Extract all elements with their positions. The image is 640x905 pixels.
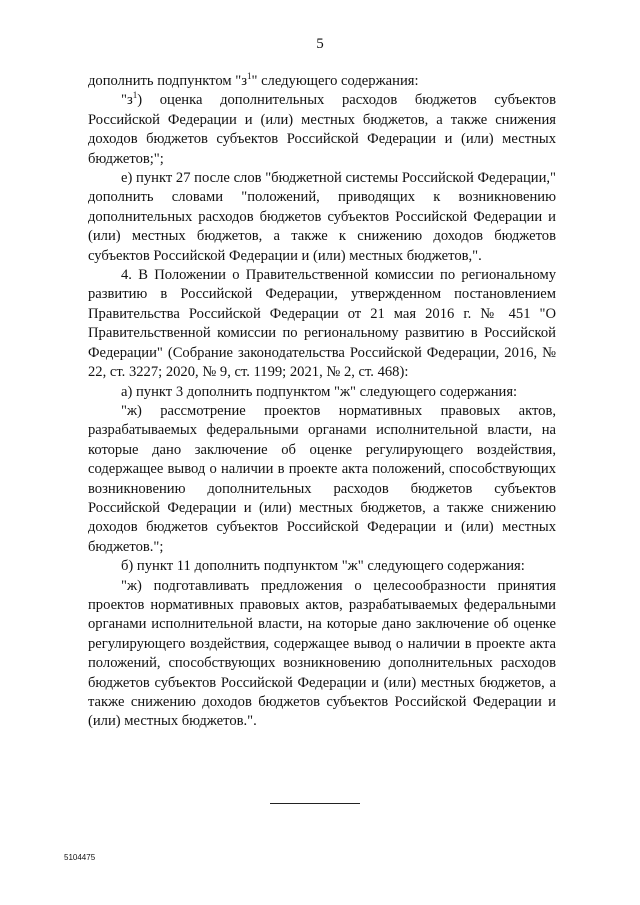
document-body <box>88 72 556 732</box>
paragraph-text: " следующего содержания: <box>251 73 419 89</box>
paragraph-text: ) оценка дополнительных расходов бюджетов субъектов Российской Федерации и (или) местных бюджетов, а также снижения доходов бюджетов субъектов Российской Федерации и (или) местных бюджетов;"; <box>88 92 556 167</box>
superscript: 1 <box>246 71 252 82</box>
document-code: 5104475 <box>64 853 96 862</box>
paragraph-item-a: а) пункт 3 дополнить подпунктом "ж" следующего содержания: <box>121 383 518 400</box>
paragraph-subitem-zh-prepare: "ж) подготавливать предложения о целесообразности принятия проектов нормативных правовых актов, разрабатываемых федеральными органами исполнительной власти, на которые дано заключение об оценке регулирующего воздействия, содержащее вывод о наличии в проекте акта положений, способствующих возникновению дополнительных расходов бюджетов субъектов Российской Федерации и (или) местных бюджетов, а также снижению доходов бюджетов субъектов Российской Федерации и (или) местных бюджетов.". <box>88 577 556 730</box>
paragraph-item-b: б) пункт 11 дополнить подпунктом "ж" следующего содержания: <box>121 558 525 575</box>
paragraph-text: дополнить подпунктом "з <box>88 73 247 89</box>
paragraph-add-subitem-z1 <box>88 72 556 91</box>
end-separator-line <box>270 803 360 804</box>
paragraph-subitem-z1-text <box>88 91 556 169</box>
paragraph-item-e: е) пункт 27 после слов "бюджетной системы Российской Федерации," дополнить словами "положений, приводящих к возникновению дополнительных расходов бюджетов субъектов Российской Федерации и (или) местных бюджетов, а также к снижению доходов бюджетов субъектов Российской Федерации и (или) местных бюджетов,". <box>88 170 556 264</box>
paragraph-item-4: 4. В Положении о Правительственной комиссии по региональному развитию в Российской Федерации, утвержденном постановлением Правительства Российской Федерации от 21 мая 2016 г. № 451 "О Правительственной комиссии по региональному развитию в Российской Федерации" (Собрание законодательства Российской Федерации, 2016, № 22, ст. 3227; 2020, № 9, ст. 1199; 2021, № 2, ст. 468): <box>88 267 556 381</box>
paragraph-text: "з <box>121 92 133 109</box>
superscript: 1 <box>132 90 138 101</box>
page-number: 5 <box>316 36 324 52</box>
paragraph-subitem-zh-review: "ж) рассмотрение проектов нормативных правовых актов, разрабатываемых федеральными органами исполнительной власти, на которые дано заключение об оценке регулирующего воздействия, содержащее вывод о наличии в проекте акта положений, способствующих возникновению дополнительных расходов бюджетов субъектов Российской Федерации и (или) местных бюджетов, а также снижению доходов бюджетов субъектов Российской Федерации и (или) местных бюджетов."; <box>88 402 556 555</box>
